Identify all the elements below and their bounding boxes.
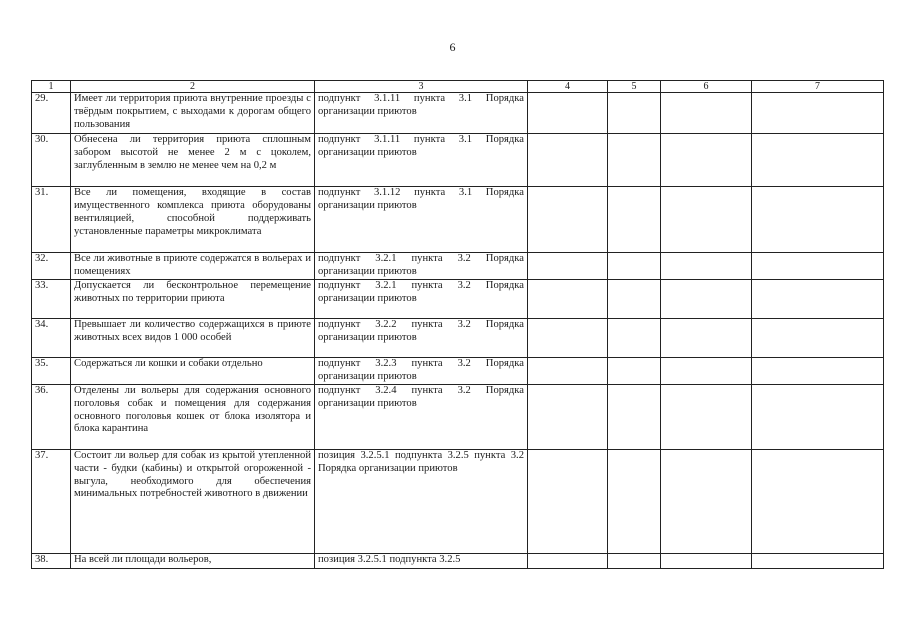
empty-cell	[608, 253, 661, 280]
reference-cell: подпункт 3.1.11 пункта 3.1 Порядка организации приютов	[315, 93, 528, 134]
empty-cell	[661, 93, 752, 134]
reference-cell: позиция 3.2.5.1 подпункта 3.2.5	[315, 553, 528, 568]
empty-cell	[608, 449, 661, 553]
row-number: 34.	[32, 318, 71, 357]
empty-cell	[528, 449, 608, 553]
empty-cell	[752, 384, 884, 449]
question-cell: Все ли животные в приюте содержатся в вольерах и помещениях	[71, 253, 315, 280]
empty-cell	[608, 134, 661, 187]
column-header-3: 3	[315, 81, 528, 93]
empty-cell	[608, 279, 661, 318]
reference-cell: подпункт 3.2.1 пункта 3.2 Порядка организации приютов	[315, 253, 528, 280]
empty-cell	[752, 449, 884, 553]
table-row	[32, 449, 884, 553]
question-cell: Допускается ли бесконтрольное перемещение животных по территории приюта	[71, 279, 315, 318]
empty-cell	[752, 279, 884, 318]
empty-cell	[752, 253, 884, 280]
reference-cell: позиция 3.2.5.1 подпункта 3.2.5 пункта 3.2 Порядка организации приютов	[315, 449, 528, 553]
empty-cell	[528, 318, 608, 357]
empty-cell	[661, 357, 752, 384]
empty-cell	[528, 279, 608, 318]
empty-cell	[661, 553, 752, 568]
empty-cell	[528, 134, 608, 187]
empty-cell	[752, 357, 884, 384]
row-number: 31.	[32, 187, 71, 253]
table-row	[32, 318, 884, 357]
row-number: 38.	[32, 553, 71, 568]
empty-cell	[528, 553, 608, 568]
question-cell: Имеет ли территория приюта внутренние проезды с твёрдым покрытием, с выходами к дорогам общего пользования	[71, 93, 315, 134]
row-number: 30.	[32, 134, 71, 187]
column-header-5: 5	[608, 81, 661, 93]
question-cell: Превышает ли количество содержащихся в приюте животных всех видов 1 000 особей	[71, 318, 315, 357]
page-number: 6	[449, 40, 456, 54]
column-header-6: 6	[661, 81, 752, 93]
table-row	[32, 134, 884, 187]
empty-cell	[608, 384, 661, 449]
row-number: 36.	[32, 384, 71, 449]
table-row	[32, 384, 884, 449]
empty-cell	[608, 187, 661, 253]
empty-cell	[661, 318, 752, 357]
empty-cell	[528, 253, 608, 280]
table-row	[32, 187, 884, 253]
empty-cell	[661, 279, 752, 318]
question-cell: Содержаться ли кошки и собаки отдельно	[71, 357, 315, 384]
row-number: 35.	[32, 357, 71, 384]
question-cell: Состоит ли вольер для собак из крытой утепленной части - будки (кабины) и открытой огороженной - выгула, необходимого для обеспечения минимальных потребностей животного в движении	[71, 449, 315, 553]
reference-cell: подпункт 3.2.4 пункта 3.2 Порядка организации приютов	[315, 384, 528, 449]
column-header-7: 7	[752, 81, 884, 93]
empty-cell	[528, 384, 608, 449]
empty-cell	[608, 318, 661, 357]
reference-cell: подпункт 3.2.1 пункта 3.2 Порядка организации приютов	[315, 279, 528, 318]
table-row	[32, 253, 884, 280]
empty-cell	[661, 187, 752, 253]
table-row	[32, 553, 884, 568]
question-cell: На всей ли площади вольеров,	[71, 553, 315, 568]
empty-cell	[661, 384, 752, 449]
empty-cell	[752, 318, 884, 357]
question-cell: Все ли помещения, входящие в состав имущественного комплекса приюта оборудованы вентиляцией, способной поддерживать установленные параметры микроклимата	[71, 187, 315, 253]
table-row	[32, 279, 884, 318]
header-row	[32, 81, 884, 93]
reference-cell: подпункт 3.2.3 пункта 3.2 Порядка организации приютов	[315, 357, 528, 384]
empty-cell	[661, 449, 752, 553]
empty-cell	[608, 357, 661, 384]
question-cell: Обнесена ли территория приюта сплошным забором высотой не менее 2 м с цоколем, заглубленным в землю не менее чем на 0,2 м	[71, 134, 315, 187]
table-row	[32, 93, 884, 134]
empty-cell	[608, 93, 661, 134]
column-header-2: 2	[71, 81, 315, 93]
reference-cell: подпункт 3.2.2 пункта 3.2 Порядка организации приютов	[315, 318, 528, 357]
empty-cell	[752, 134, 884, 187]
empty-cell	[752, 553, 884, 568]
question-cell: Отделены ли вольеры для содержания основного поголовья собак и помещения для содержания основного поголовья кошек от блока изолятора и блока карантина	[71, 384, 315, 449]
empty-cell	[528, 187, 608, 253]
column-header-4: 4	[528, 81, 608, 93]
table-row	[32, 357, 884, 384]
row-number: 32.	[32, 253, 71, 280]
checklist-table	[31, 80, 884, 569]
empty-cell	[528, 357, 608, 384]
reference-cell: подпункт 3.1.11 пункта 3.1 Порядка организации приютов	[315, 134, 528, 187]
empty-cell	[608, 553, 661, 568]
empty-cell	[752, 187, 884, 253]
column-header-1: 1	[32, 81, 71, 93]
empty-cell	[752, 93, 884, 134]
empty-cell	[661, 253, 752, 280]
row-number: 29.	[32, 93, 71, 134]
reference-cell: подпункт 3.1.12 пункта 3.1 Порядка организации приютов	[315, 187, 528, 253]
empty-cell	[661, 134, 752, 187]
empty-cell	[528, 93, 608, 134]
row-number: 37.	[32, 449, 71, 553]
row-number: 33.	[32, 279, 71, 318]
